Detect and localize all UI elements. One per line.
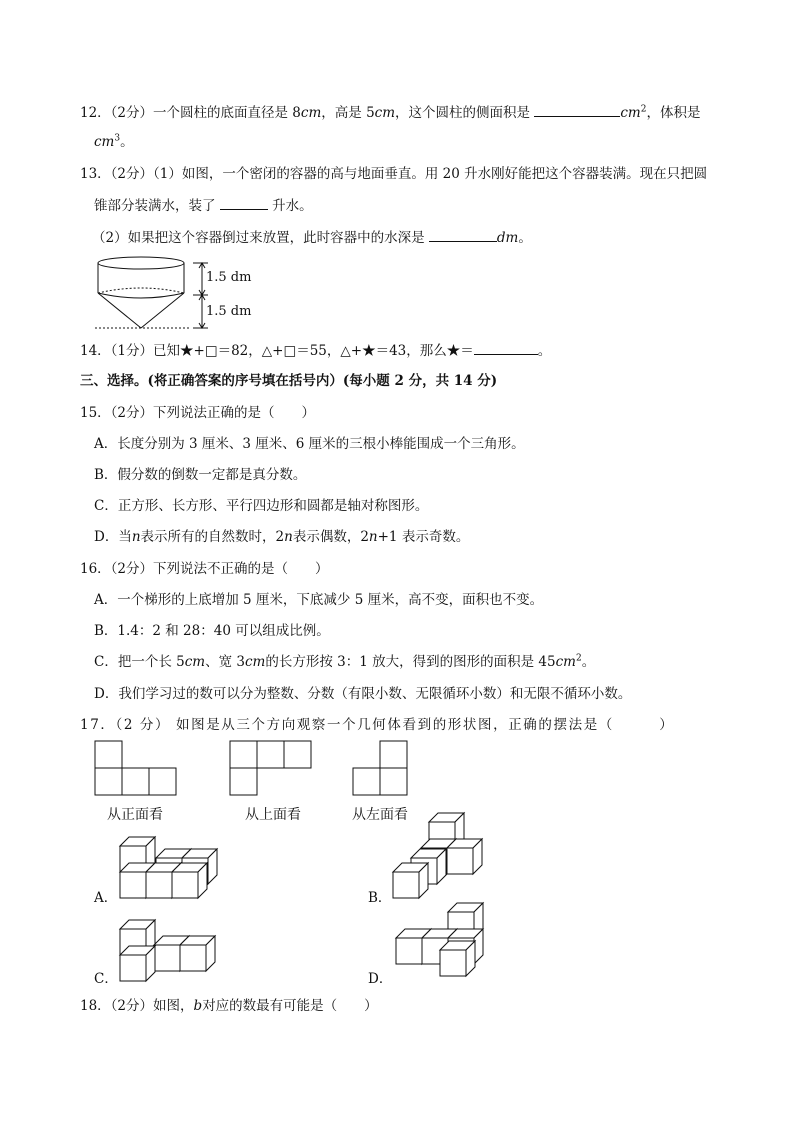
answer-blank-lateral-area[interactable] (534, 102, 620, 117)
caption-left-view: 从左面看 (352, 807, 408, 823)
q17-option-b-label[interactable]: B． (368, 890, 392, 906)
caption-top-view: 从上面看 (245, 807, 301, 823)
container-figure (90, 253, 290, 333)
q16-option-a[interactable]: A．一个梯形的上底增加 5 厘米，下底减少 5 厘米，高不变，面积也不变。 (94, 592, 544, 608)
left-view-figure (352, 740, 412, 800)
question-16-stem: 16．（2分）下列说法不正确的是（ ） (80, 561, 329, 577)
question-12-line-1: 12．（2分）一个圆柱的底面直径是 8cm，高是 5cm，这个圆柱的侧面积是 $cm^2$，体积是 (80, 102, 700, 123)
section-3-title: 三、选择。(将正确答案的序号填在括号内）(每小题 2 分，共 14 分) (80, 373, 498, 389)
cube (393, 863, 428, 898)
answer-blank-water-depth[interactable] (429, 227, 497, 242)
q15-option-d[interactable]: D．当n表示所有的自然数时，2n表示偶数，2n+1 表示奇数。 (94, 529, 470, 545)
cube (180, 936, 215, 971)
dim-label-cone: 1.5 dm (206, 304, 252, 319)
cube (120, 946, 155, 981)
question-12-line-2: $cm^3$。 (94, 133, 134, 150)
cube (440, 941, 475, 976)
q17-option-d-label[interactable]: D． (368, 971, 393, 987)
question-15-stem: 15．（2分）下列说法正确的是（ ） (80, 405, 316, 421)
q17-option-c-label[interactable]: C． (94, 971, 118, 987)
q16-option-b[interactable]: B．1.4：2 和 28：40 可以组成比例。 (94, 623, 330, 639)
question-17-stem: 17．（2 分） 如图是从三个方向观察一个几何体看到的形状图，正确的摆法是（ ） (80, 717, 675, 733)
cube (172, 863, 207, 898)
question-18-stem: 18．（2分）如图，b对应的数最有可能是（ ） (80, 998, 378, 1014)
q16-option-c[interactable]: C．把一个长 5cm、宽 3cm的长方形按 3：1 放大，得到的图形的面积是 $45cm^2$。 (94, 653, 596, 670)
option-b-cubes[interactable] (385, 820, 505, 900)
front-view-figure (94, 740, 184, 800)
option-a-cubes[interactable] (112, 826, 232, 906)
cube (447, 839, 482, 874)
option-d-cubes[interactable] (388, 900, 508, 980)
top-view-figure (229, 740, 319, 800)
q16-option-d[interactable]: D．我们学习过的数可以分为整数、分数（有限小数、无限循环小数）和无限不循环小数。 (94, 686, 632, 702)
question-13-line-3: （2）如果把这个容器倒过来放置，此时容器中的水深是 dm。 (92, 227, 532, 248)
dim-label-cylinder: 1.5 dm (206, 270, 252, 285)
q15-option-c[interactable]: C．正方形、长方形、平行四边形和圆都是轴对称图形。 (94, 498, 429, 514)
caption-front-view: 从正面看 (107, 807, 163, 823)
option-c-cubes[interactable] (112, 907, 232, 987)
answer-blank-star[interactable] (474, 340, 538, 355)
question-13-line-1: 13．（2分）（1）如图，一个密闭的容器的高与地面垂直。用 20 升水刚好能把这个容器装满。现在只把圆 (80, 166, 708, 182)
q15-option-a[interactable]: A．长度分别为 3 厘米、3 厘米、6 厘米的三根小棒能围成一个三角形。 (94, 436, 525, 452)
question-14: 14．（1分）已知★+□＝82，△+□＝55，△+★＝43，那么★＝ 。 (80, 340, 551, 361)
q15-option-b[interactable]: B．假分数的倒数一定都是真分数。 (94, 467, 307, 483)
question-13-line-2: 锥部分装满水，装了 升水。 (94, 195, 313, 216)
answer-blank-cone-water[interactable] (220, 195, 268, 210)
q17-option-a-label[interactable]: A． (94, 890, 118, 906)
